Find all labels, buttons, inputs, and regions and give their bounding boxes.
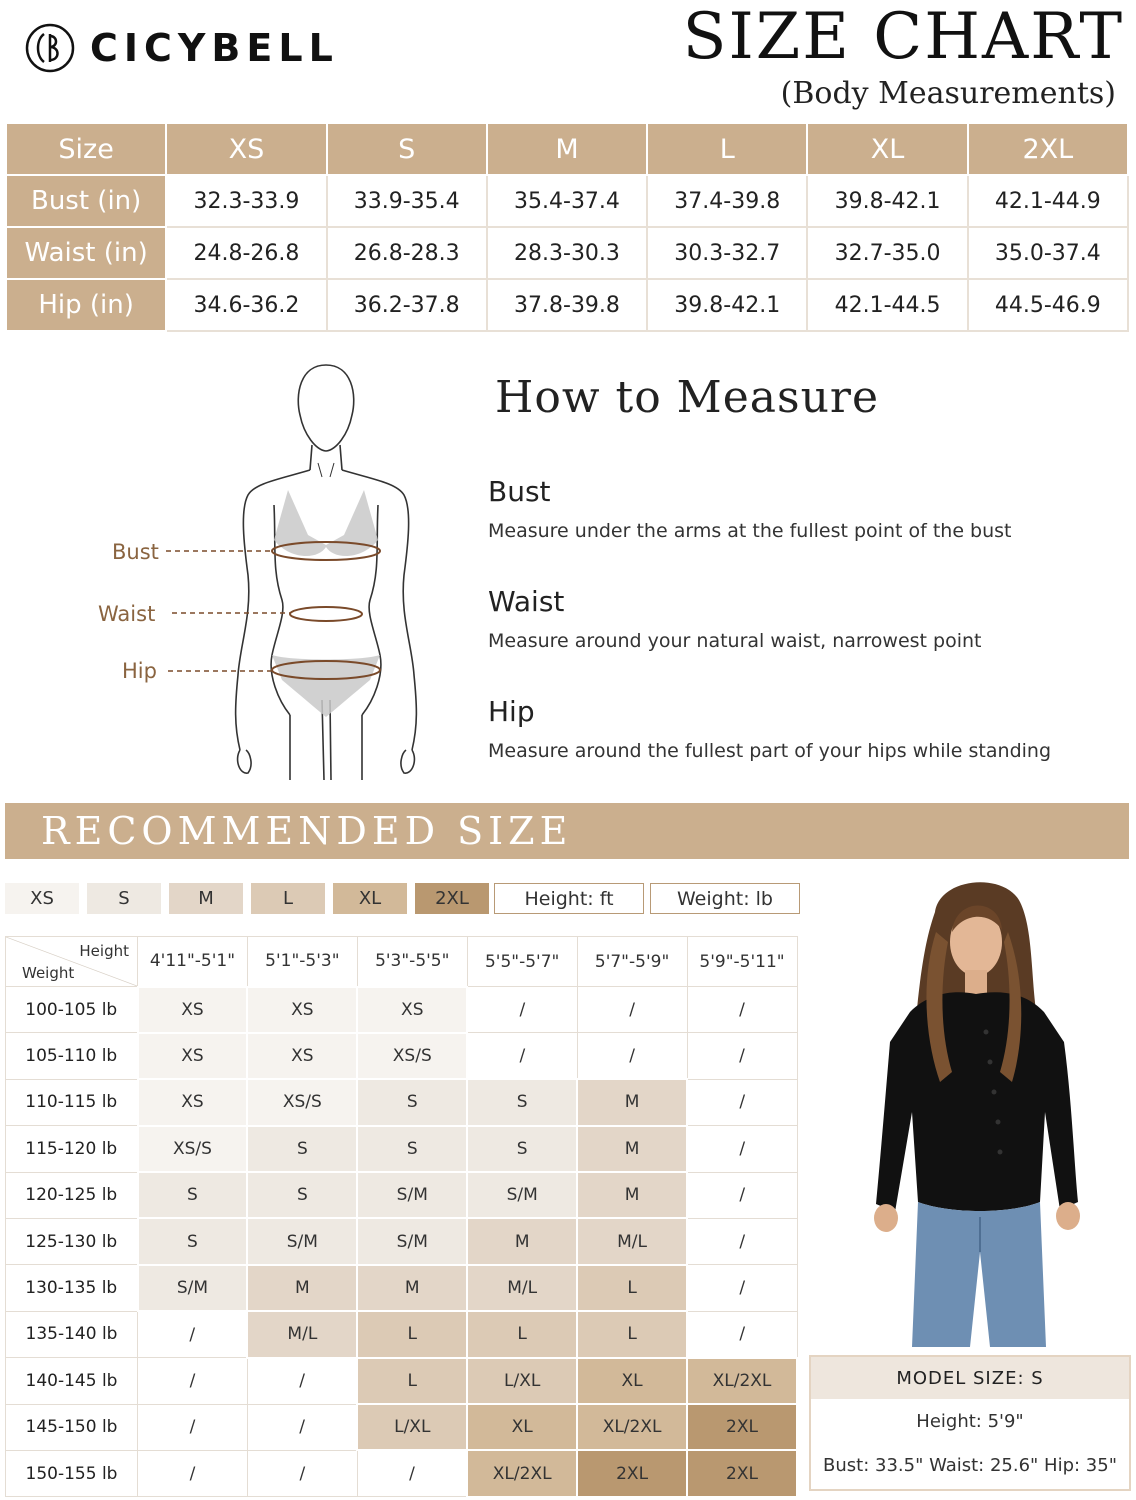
- measurement-value: 37.4-39.8: [647, 175, 807, 227]
- size-header-label: Size: [6, 123, 166, 175]
- recommended-size-cell: /: [687, 1033, 797, 1079]
- weight-unit-label: Weight: lb: [650, 883, 800, 914]
- weight-row: [6, 1033, 798, 1079]
- recommended-size-cell: S: [467, 1126, 577, 1172]
- recommended-size-cell: /: [687, 987, 797, 1033]
- recommended-size-cell: M: [467, 1218, 577, 1264]
- recommended-size-cell: /: [687, 1079, 797, 1125]
- model-height: Height: 5'9": [916, 1410, 1024, 1432]
- recommended-size-cell: M: [577, 1079, 687, 1125]
- weight-label: 145-150 lb: [6, 1404, 138, 1450]
- recommended-size-cell: L: [467, 1311, 577, 1357]
- measure-item-description: Measure around the fullest part of your hips while standing: [488, 740, 1052, 762]
- recommended-size-cell: L/XL: [357, 1404, 467, 1450]
- recommended-size-cell: /: [138, 1404, 248, 1450]
- recommended-size-cell: M: [357, 1265, 467, 1311]
- size-header: M: [487, 123, 647, 175]
- recommended-size-cell: M/L: [467, 1265, 577, 1311]
- recommended-size-cell: /: [138, 1311, 248, 1357]
- model-measurements: Bust: 33.5" Waist: 25.6" Hip: 35": [823, 1454, 1117, 1476]
- height-unit-label: Height: ft: [494, 883, 644, 914]
- recommended-size-cell: XL: [577, 1358, 687, 1404]
- measurement-label: Waist (in): [6, 227, 166, 279]
- model-size-card: [809, 1355, 1131, 1491]
- size-chart-row: [6, 227, 1128, 279]
- weight-label: 105-110 lb: [6, 1033, 138, 1079]
- measurement-value: 35.0-37.4: [968, 227, 1128, 279]
- recommended-size-cell: S/M: [357, 1218, 467, 1264]
- recommended-size-cell: /: [467, 1033, 577, 1079]
- recommended-size-cell: S: [138, 1218, 248, 1264]
- measure-item-hip: [488, 695, 1051, 762]
- height-header: 5'9"-5'11": [687, 937, 797, 987]
- measurement-value: 39.8-42.1: [647, 279, 807, 331]
- recommended-size-cell: XL: [467, 1404, 577, 1450]
- model-size-title: MODEL SIZE: S: [811, 1357, 1129, 1399]
- how-to-measure-title: How to Measure: [495, 372, 879, 423]
- measurement-value: 35.4-37.4: [487, 175, 647, 227]
- recommended-size-cell: /: [357, 1450, 467, 1496]
- recommended-size-cell: S/M: [247, 1218, 357, 1264]
- weight-row: [6, 1311, 798, 1357]
- recommended-size-cell: XL/2XL: [577, 1404, 687, 1450]
- weight-row: [6, 1218, 798, 1264]
- recommended-size-cell: XS: [138, 1033, 248, 1079]
- recommended-size-cell: /: [247, 1450, 357, 1496]
- recommended-size-cell: /: [687, 1172, 797, 1218]
- measure-item-heading: Hip: [488, 695, 535, 728]
- weight-row: [6, 1079, 798, 1125]
- recommended-size-cell: XS/S: [357, 1033, 467, 1079]
- weight-label: 100-105 lb: [6, 987, 138, 1033]
- recommended-size-cell: S: [138, 1172, 248, 1218]
- measurement-label: Hip (in): [6, 279, 166, 331]
- size-color-legend: [5, 883, 489, 914]
- weight-row: [6, 1265, 798, 1311]
- size-chart-row: [6, 279, 1128, 331]
- weight-label: 110-115 lb: [6, 1079, 138, 1125]
- recommended-size-cell: XS: [247, 987, 357, 1033]
- measure-item-waist: [488, 585, 982, 652]
- measurement-value: 26.8-28.3: [327, 227, 487, 279]
- recommended-size-cell: 2XL: [687, 1404, 797, 1450]
- legend-swatch: XL: [333, 883, 407, 914]
- measurement-label: Bust (in): [6, 175, 166, 227]
- corner-header-cell: [6, 937, 138, 987]
- recommended-size-cell: XL/2XL: [467, 1450, 577, 1496]
- size-header: S: [327, 123, 487, 175]
- recommended-size-cell: M: [577, 1126, 687, 1172]
- recommended-size-cell: XS: [357, 987, 467, 1033]
- weight-label: 130-135 lb: [6, 1265, 138, 1311]
- recommended-size-cell: XS/S: [247, 1079, 357, 1125]
- legend-swatch: 2XL: [415, 883, 489, 914]
- size-header: L: [647, 123, 807, 175]
- figure-label-bust: Bust: [112, 540, 159, 564]
- measure-item-description: Measure around your natural waist, narrowest point: [488, 630, 982, 652]
- recommended-size-cell: M/L: [577, 1218, 687, 1264]
- weight-label: 150-155 lb: [6, 1450, 138, 1496]
- height-header: 5'1"-5'3": [247, 937, 357, 987]
- size-header: XS: [166, 123, 326, 175]
- measurement-value: 42.1-44.5: [807, 279, 967, 331]
- recommended-size-cell: M: [247, 1265, 357, 1311]
- figure-label-waist: Waist: [98, 602, 156, 626]
- recommended-size-cell: XS: [247, 1033, 357, 1079]
- page-subtitle: (Body Measurements): [780, 76, 1116, 111]
- brand: [24, 22, 339, 74]
- weight-row: [6, 1172, 798, 1218]
- recommended-size-cell: S: [357, 1126, 467, 1172]
- recommended-size-table: [5, 936, 798, 1498]
- recommended-size-cell: 2XL: [687, 1450, 797, 1496]
- recommended-size-cell: /: [687, 1126, 797, 1172]
- size-chart-table: [5, 122, 1129, 332]
- recommended-size-cell: /: [577, 1033, 687, 1079]
- model-photo: [840, 872, 1110, 1347]
- recommended-size-title: RECOMMENDED SIZE: [41, 809, 573, 853]
- measurement-value: 42.1-44.9: [968, 175, 1128, 227]
- height-header: 5'3"-5'5": [357, 937, 467, 987]
- measure-item-description: Measure under the arms at the fullest point of the bust: [488, 520, 1012, 542]
- recommended-size-cell: XS: [138, 987, 248, 1033]
- recommended-size-cell: /: [247, 1404, 357, 1450]
- weight-row: [6, 1450, 798, 1496]
- weight-label: 140-145 lb: [6, 1358, 138, 1404]
- recommended-size-cell: S: [247, 1172, 357, 1218]
- measurement-value: 32.3-33.9: [166, 175, 326, 227]
- figure-label-hip: Hip: [122, 659, 157, 683]
- recommended-size-cell: S: [247, 1126, 357, 1172]
- legend-swatch: XS: [5, 883, 79, 914]
- weight-row: [6, 1358, 798, 1404]
- corner-weight-label: Weight: [22, 964, 75, 982]
- size-chart-header-row: [6, 123, 1128, 175]
- recommended-size-cell: XS/S: [138, 1126, 248, 1172]
- recommended-size-cell: /: [687, 1265, 797, 1311]
- recommended-size-cell: S: [357, 1079, 467, 1125]
- weight-row: [6, 987, 798, 1033]
- recommended-size-banner: [5, 803, 1129, 859]
- measurement-value: 39.8-42.1: [807, 175, 967, 227]
- recommended-size-cell: L: [357, 1311, 467, 1357]
- measurement-value: 24.8-26.8: [166, 227, 326, 279]
- recommended-size-cell: 2XL: [577, 1450, 687, 1496]
- recommended-size-cell: M: [577, 1172, 687, 1218]
- measurement-value: 37.8-39.8: [487, 279, 647, 331]
- recommended-size-cell: /: [687, 1311, 797, 1357]
- recommended-size-cell: S/M: [138, 1265, 248, 1311]
- brand-logo-icon: [24, 22, 76, 74]
- measurement-value: 33.9-35.4: [327, 175, 487, 227]
- size-chart-row: [6, 175, 1128, 227]
- recommended-size-cell: S/M: [357, 1172, 467, 1218]
- height-header: 4'11"-5'1": [138, 937, 248, 987]
- size-header: XL: [807, 123, 967, 175]
- recommended-size-cell: XL/2XL: [687, 1358, 797, 1404]
- brand-name: CICYBELL: [90, 26, 339, 70]
- recommended-size-cell: S: [467, 1079, 577, 1125]
- recommended-size-cell: S/M: [467, 1172, 577, 1218]
- legend-swatch: L: [251, 883, 325, 914]
- height-header: 5'5"-5'7": [467, 937, 577, 987]
- recommended-size-cell: L: [577, 1311, 687, 1357]
- legend-swatch: S: [87, 883, 161, 914]
- measure-item-heading: Bust: [488, 475, 551, 508]
- measurement-value: 28.3-30.3: [487, 227, 647, 279]
- recommended-size-cell: /: [467, 987, 577, 1033]
- weight-label: 115-120 lb: [6, 1126, 138, 1172]
- weight-row: [6, 1126, 798, 1172]
- weight-label: 120-125 lb: [6, 1172, 138, 1218]
- measure-item-heading: Waist: [488, 585, 565, 618]
- recommended-size-cell: /: [577, 987, 687, 1033]
- recommended-size-cell: /: [687, 1218, 797, 1264]
- weight-label: 135-140 lb: [6, 1311, 138, 1357]
- recommended-size-cell: /: [138, 1450, 248, 1496]
- measurement-value: 32.7-35.0: [807, 227, 967, 279]
- recommended-size-cell: /: [247, 1358, 357, 1404]
- corner-height-label: Height: [79, 942, 129, 960]
- height-header-row: [6, 937, 798, 987]
- recommended-size-cell: XS: [138, 1079, 248, 1125]
- weight-label: 125-130 lb: [6, 1218, 138, 1264]
- body-figure-illustration: [90, 355, 450, 785]
- legend-swatch: M: [169, 883, 243, 914]
- measurement-value: 30.3-32.7: [647, 227, 807, 279]
- recommended-size-cell: L/XL: [467, 1358, 577, 1404]
- measurement-value: 36.2-37.8: [327, 279, 487, 331]
- size-header: 2XL: [968, 123, 1128, 175]
- measure-item-bust: [488, 475, 1012, 542]
- recommended-size-cell: L: [357, 1358, 467, 1404]
- height-header: 5'7"-5'9": [577, 937, 687, 987]
- measurement-value: 34.6-36.2: [166, 279, 326, 331]
- recommended-size-cell: L: [577, 1265, 687, 1311]
- recommended-size-cell: M/L: [247, 1311, 357, 1357]
- weight-row: [6, 1404, 798, 1450]
- page-title: SIZE CHART: [682, 0, 1124, 74]
- measurement-value: 44.5-46.9: [968, 279, 1128, 331]
- recommended-size-cell: /: [138, 1358, 248, 1404]
